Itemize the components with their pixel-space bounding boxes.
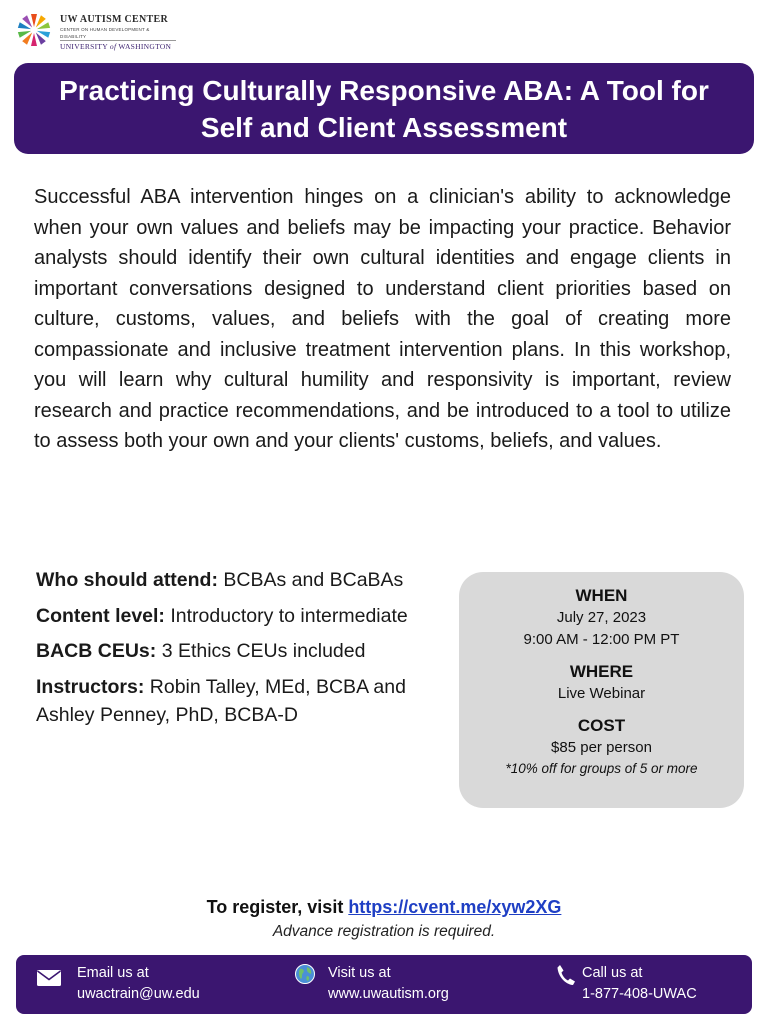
group-discount-note: *10% off for groups of 5 or more [505, 761, 698, 776]
title-banner [14, 63, 754, 154]
detail-level-value: Introductory to intermediate [170, 604, 408, 627]
registration-section [0, 894, 768, 944]
web-label: Visit us at [328, 965, 391, 981]
email-address[interactable]: uwactrain@uw.edu [77, 986, 200, 1002]
globe-icon [294, 963, 316, 985]
detail-audience-value: BCBAs and BCaBAs [223, 569, 404, 591]
phone-number[interactable]: 1-877-408-UWAC [582, 986, 697, 1002]
detail-level-label: Content level: [36, 604, 165, 627]
registration-note: Advance registration is required. [272, 923, 496, 940]
event-time: 9:00 AM - 12:00 PM PT [523, 631, 680, 648]
page-title: Practicing Culturally Responsive ABA: A Tool for Self and Client Assessment [59, 74, 709, 143]
detail-instructors [36, 673, 441, 730]
logo-subtitle: CENTER ON HUMAN DEVELOPMENT & DISABILITY [60, 27, 150, 39]
registration-prefix: To register, visit [206, 897, 349, 917]
uw-autism-center-logo [16, 12, 176, 52]
event-location: Live Webinar [557, 685, 646, 702]
cost-heading: COST [577, 716, 626, 735]
event-price: $85 per person [551, 739, 652, 756]
event-info-box [459, 572, 744, 808]
when-heading: WHEN [575, 586, 628, 605]
detail-ceu-value: 3 Ethics CEUs included [161, 640, 366, 662]
registration-line [0, 894, 768, 920]
where-heading: WHERE [569, 662, 634, 681]
web-address[interactable]: www.uwautism.org [328, 986, 449, 1002]
workshop-details [36, 566, 441, 737]
detail-audience [36, 566, 441, 595]
envelope-icon [36, 967, 62, 989]
event-date: July 27, 2023 [556, 609, 647, 626]
detail-instructors-value: Robin Talley, MEd, BCBA and Ashley Penney, PhD, BCBA-D [36, 675, 406, 726]
detail-instructors-label: Instructors: [36, 675, 145, 698]
phone-icon [556, 964, 576, 986]
email-label: Email us at [77, 965, 149, 981]
registration-link[interactable]: https://cvent.me/xyw2XG [348, 897, 562, 917]
logo-center-name: UW AUTISM CENTER [60, 14, 168, 25]
contact-footer [16, 955, 752, 1014]
detail-content-level [36, 602, 441, 631]
phone-label: Call us at [582, 965, 643, 981]
detail-audience-label: Who should attend: [36, 569, 218, 591]
detail-ceus [36, 637, 441, 666]
detail-ceu-label: BACB CEUs: [36, 640, 157, 662]
starburst-logo-icon [16, 12, 52, 48]
logo-wordmark [60, 14, 176, 52]
logo-university: UNIVERSITY of WASHINGTON [60, 40, 176, 52]
workshop-description: Successful ABA intervention hinges on a clinician's ability to acknowledge when your own values and beliefs may be impacting your practice. Behavior analysts should identify their own cultural identities and engage clients in important conversations designed to understand client priorities based on culture, customs, values, and beliefs with the goal of creating more compassionate and inclusive treatment intervention plans. In this workshop, you will learn why cultural humility and responsivity is important, review research and practice recommendations, and be introduced to a tool to utilize to assess both your own and your clients' customs, beliefs, and values. [34, 186, 731, 452]
